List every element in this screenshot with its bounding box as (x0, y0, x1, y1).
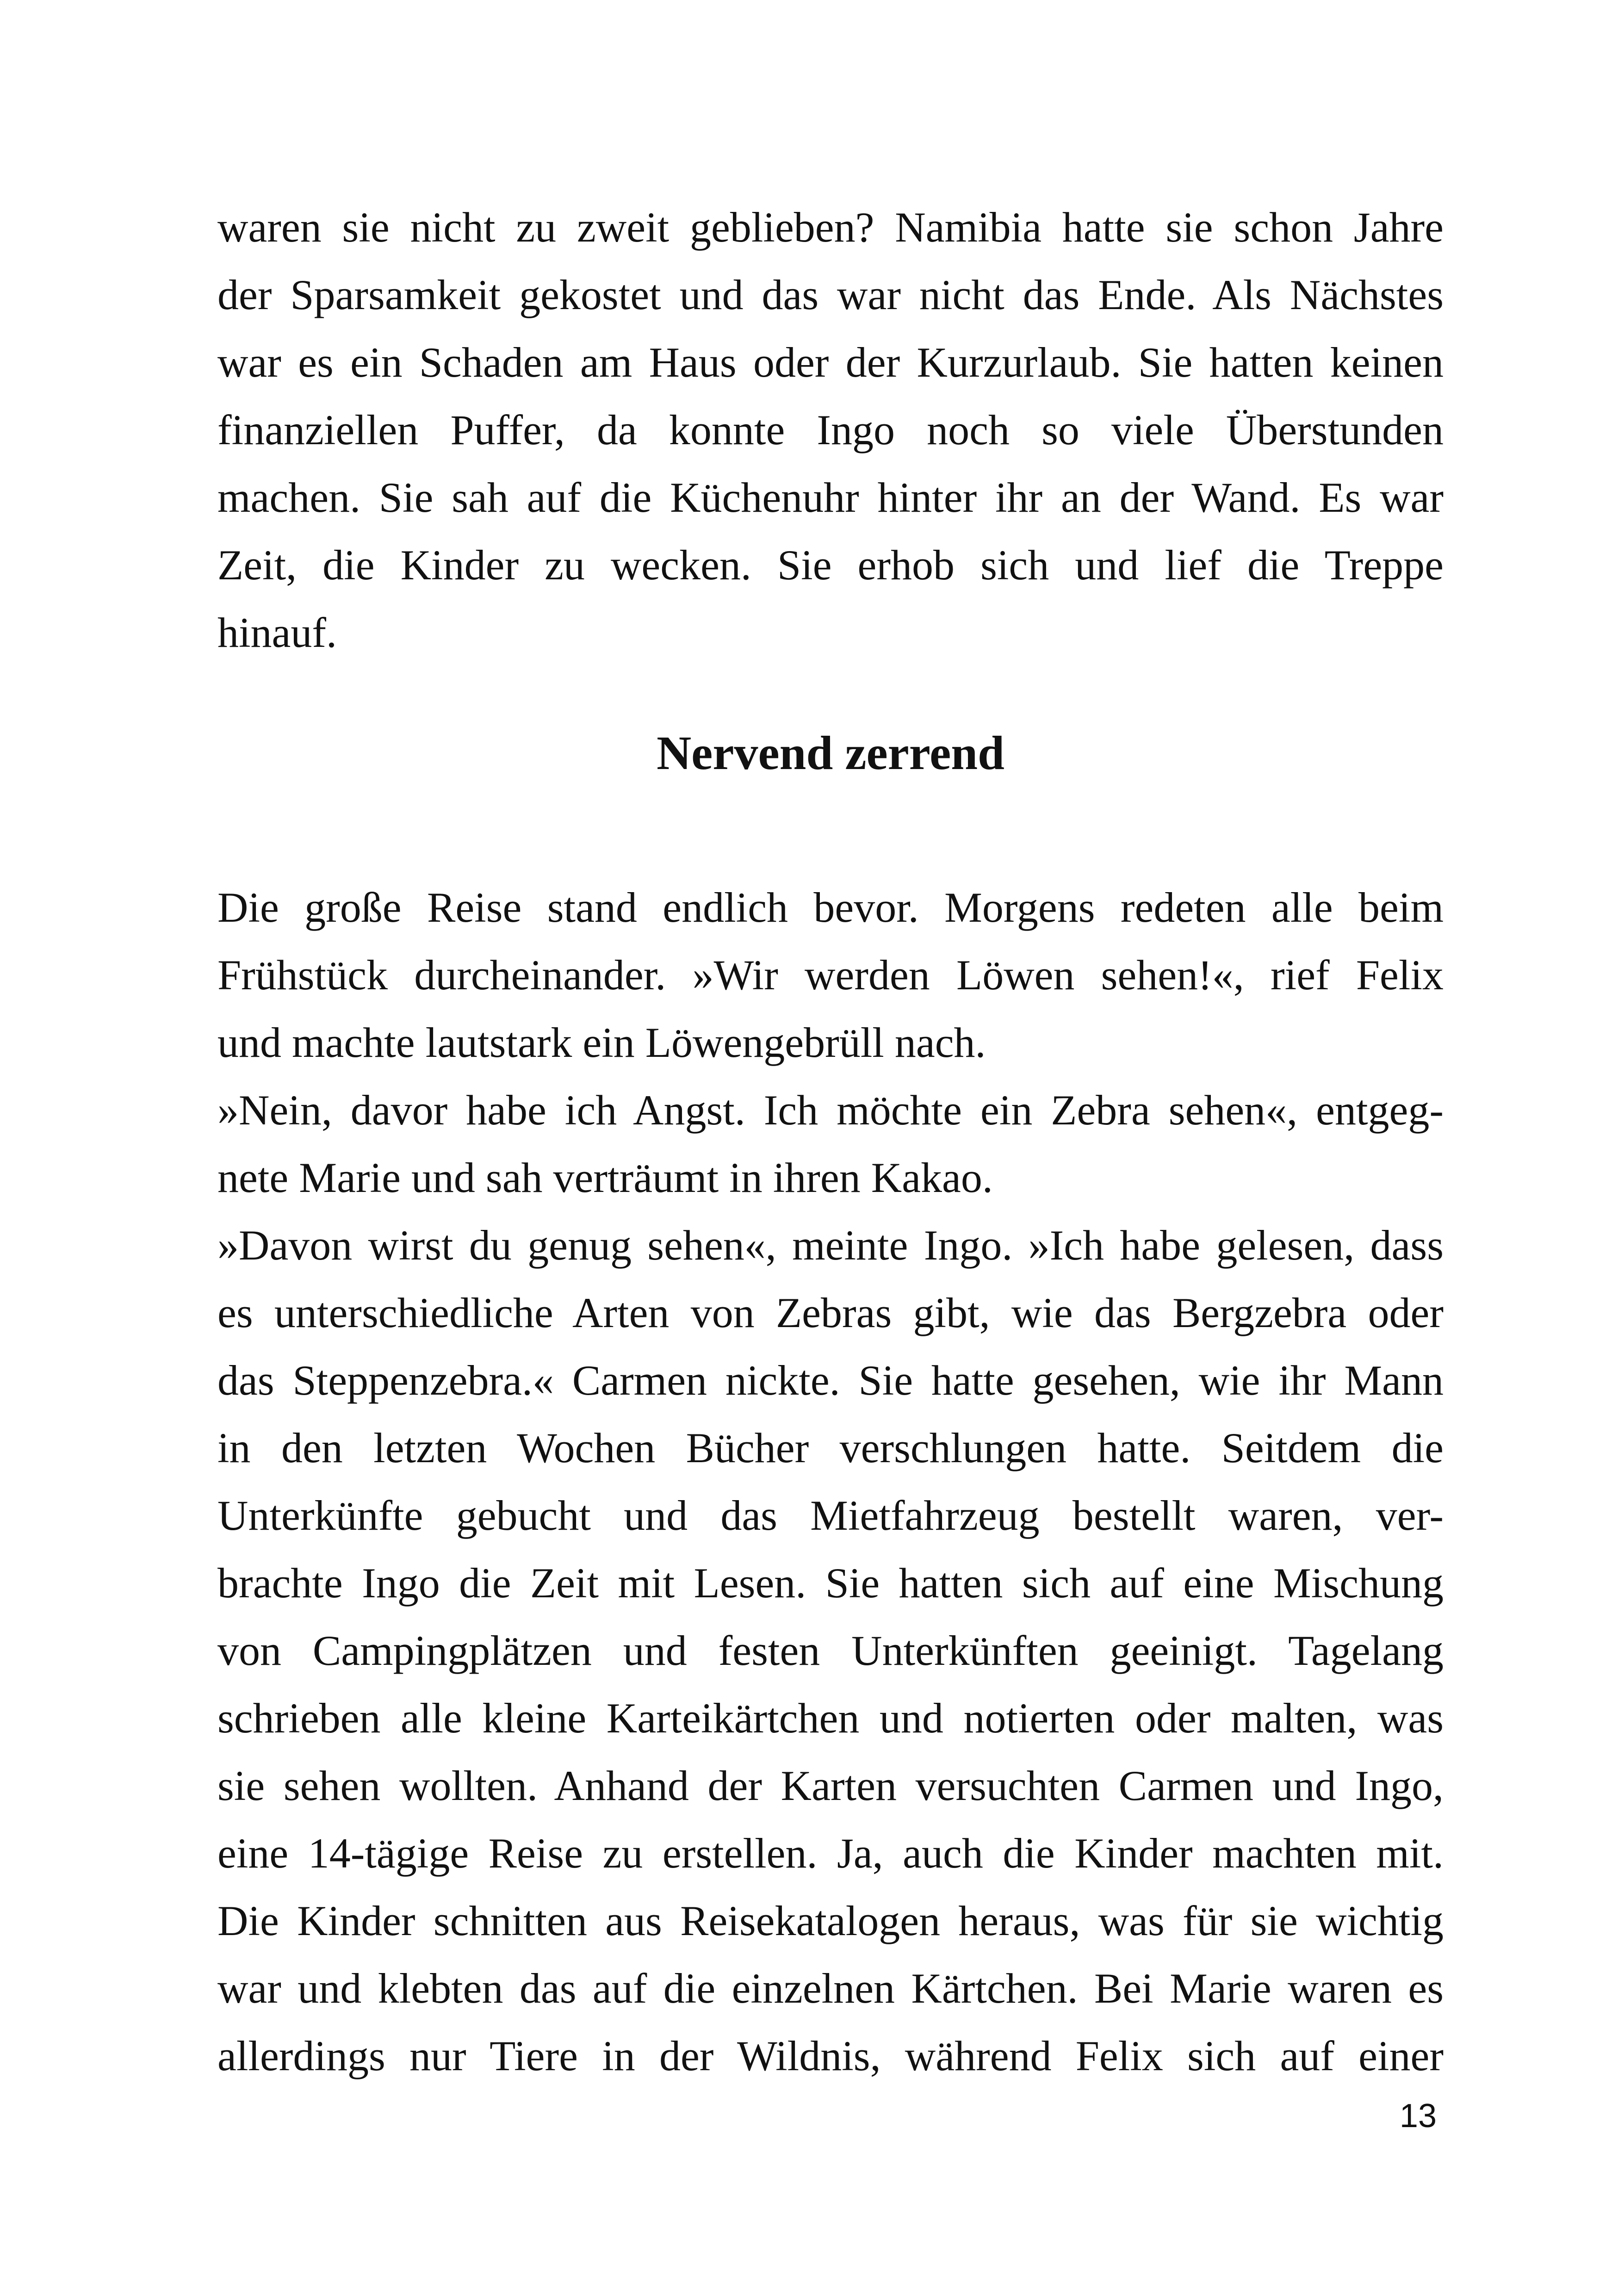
text-line: schrieben alle kleine Karteikärtchen und notierten oder malten, was (217, 1694, 1444, 1742)
text-line: das Steppenzebra.« Carmen nickte. Sie hatte gesehen, wie ihr Mann (217, 1357, 1444, 1404)
text-line: hinauf. (217, 609, 337, 656)
text-line: von Campingplätzen und festen Unterkünften geeinigt. Tagelang (217, 1627, 1444, 1674)
text-line: Die große Reise stand endlich bevor. Morgens redeten alle beim (217, 884, 1444, 931)
text-line: nete Marie und sah verträumt in ihren Kakao. (217, 1154, 993, 1201)
text-line: war und klebten das auf die einzelnen Kärtchen. Bei Marie waren es (217, 1965, 1444, 2012)
text-line: und machte lautstark ein Löwengebrüll nach. (217, 1019, 986, 1066)
text-line: es unterschiedliche Arten von Zebras gibt, wie das Bergzebra oder (217, 1289, 1444, 1336)
text-line: »Davon wirst du genug sehen«, meinte Ingo. »Ich habe gelesen, dass (217, 1222, 1444, 1269)
page-number: 13 (1399, 2097, 1437, 2135)
text-line: allerdings nur Tiere in der Wildnis, während Felix sich auf einer (217, 2032, 1444, 2079)
text-line: waren sie nicht zu zweit geblieben? Namibia hatte sie schon Jahre (217, 204, 1444, 251)
text-line: finanziellen Puffer, da konnte Ingo noch so viele Überstunden (217, 406, 1444, 453)
text-line: Unterkünfte gebucht und das Mietfahrzeug bestellt waren, ver- (217, 1492, 1444, 1539)
text-line: »Nein, davor habe ich Angst. Ich möchte ein Zebra sehen«, entgeg- (217, 1086, 1444, 1134)
text-line: eine 14-tägige Reise zu erstellen. Ja, auch die Kinder machten mit. (217, 1830, 1444, 1877)
text-line: in den letzten Wochen Bücher verschlungen hatte. Seitdem die (217, 1424, 1444, 1471)
text-line: Zeit, die Kinder zu wecken. Sie erhob sich und lief die Treppe (217, 541, 1444, 589)
text-line: brachte Ingo die Zeit mit Lesen. Sie hatten sich auf eine Mischung (217, 1559, 1444, 1607)
chapter-heading: Nervend zerrend (657, 726, 1004, 780)
text-line: machen. Sie sah auf die Küchenuhr hinter ihr an der Wand. Es war (217, 474, 1444, 521)
text-line: Frühstück durcheinander. »Wir werden Löwen sehen!«, rief Felix (217, 951, 1444, 999)
paragraph-continuation (217, 193, 1444, 666)
text-line: war es ein Schaden am Haus oder der Kurzurlaub. Sie hatten keinen (217, 339, 1444, 386)
text-line: der Sparsamkeit gekostet und das war nicht das Ende. Als Nächstes (217, 271, 1444, 318)
text-line: Die Kinder schnitten aus Reisekatalogen heraus, was für sie wichtig (217, 1897, 1444, 1944)
chapter-body (217, 874, 1444, 2090)
text-line: sie sehen wollten. Anhand der Karten versuchten Carmen und Ingo, (217, 1762, 1444, 1809)
